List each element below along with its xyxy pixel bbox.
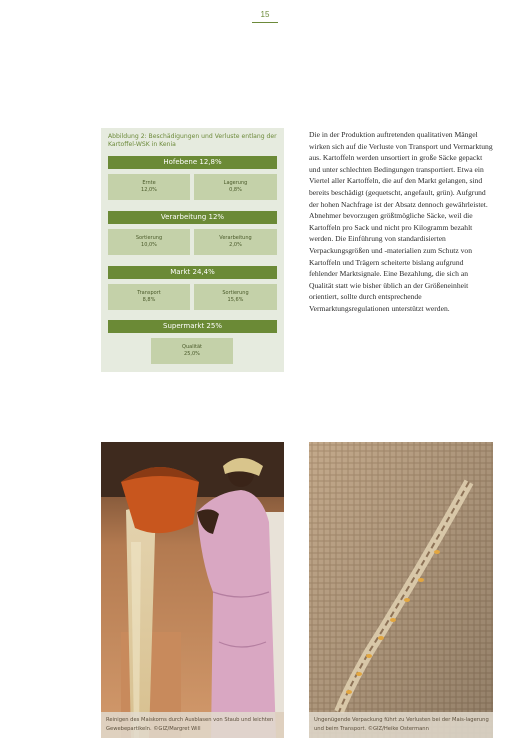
sub-box-value: 0,8% (229, 187, 242, 193)
body-paragraph: Die in der Produktion auftretenden qualitativen Mängel wirken sich auf die Verluste von Transport und Vermarktung aus. Kartoffeln werden unsortiert in große Säcke gepackt und unter schlechten Bedingungen transportiert. Etwa ein Viertel aller Kartoffeln, die auf den Markt gelangen, sind bereits beschädigt (gequetscht, angefault, grün). Aufgrund der hohen Nachfrage ist der Absatz dennoch gewährleistet. Abnehmer bevorzugen größtmögliche Säcke, weil die Kartoffeln pro Sack und nicht pro Kilogramm bezahlt werden. Die Einführung von standardisierten Verpackungsgrößen und -materialien zum Schutz von Kartoffeln und Trägern scheiterte bislang aufgrund fehlender Marktsignale. Eine Bezahlung, die sich an Qualität statt wie bisher üblich an der Größeneinheit orientiert, sollte durch entsprechende Vermarktungsregulationen unterstützt werden. (309, 130, 493, 313)
stage-bar-supermarkt: Supermarkt 25% (108, 320, 277, 333)
sub-box-label: Qualität (182, 344, 202, 350)
sub-box-value: 2,0% (229, 242, 242, 248)
sub-box-value: 12,0% (141, 187, 157, 193)
sub-box-ernte (108, 174, 190, 200)
maize-sack-image (309, 442, 493, 738)
sub-box-label: Sortierung (222, 290, 249, 296)
page-number-rule (252, 22, 278, 23)
photo-maize-sack (309, 442, 493, 738)
sub-box-label: Verarbeitung (219, 235, 252, 241)
photo-caption: Reinigen des Maiskorns durch Ausblasen von Staub und leichten Gewebepartikeln. ©GIZ/Margret Will (101, 712, 284, 738)
sub-box-label: Ernte (142, 180, 156, 186)
sub-box-transport (108, 284, 190, 310)
stage-bar-verarbeitung: Verarbeitung 12% (108, 211, 277, 224)
sub-box-lagerung (194, 174, 277, 200)
maize-cleaning-image (101, 442, 284, 738)
sub-box-sortierung (108, 229, 190, 255)
photo-caption: Ungenügende Verpackung führt zu Verlusten bei der Mais-lagerung und beim Transport. ©GIZ/Heike Ostermann (309, 712, 493, 738)
sub-box-value: 25,0% (184, 351, 200, 357)
sub-box-verarbeitung (194, 229, 277, 255)
sub-box-label: Transport (137, 290, 161, 296)
sub-box-label: Lagerung (223, 180, 248, 186)
sub-box-value: 10,0% (141, 242, 157, 248)
stage-bar-hofebene: Hofebene 12,8% (108, 156, 277, 169)
figure-caption: Abbildung 2: Beschädigungen und Verluste entlang der Kartoffel-WSK in Kenia (108, 133, 277, 148)
page-number: 15 (260, 10, 270, 19)
sub-box-qualitaet (151, 338, 233, 364)
sub-box-sortierung-markt (194, 284, 277, 310)
photo-maize-cleaning (101, 442, 284, 738)
sub-box-value: 15,6% (227, 297, 244, 303)
sub-box-label: Sortierung (135, 235, 163, 241)
sub-box-value: 8,8% (142, 297, 156, 303)
loss-figure (101, 128, 284, 372)
stage-bar-markt: Markt 24,4% (108, 266, 277, 279)
